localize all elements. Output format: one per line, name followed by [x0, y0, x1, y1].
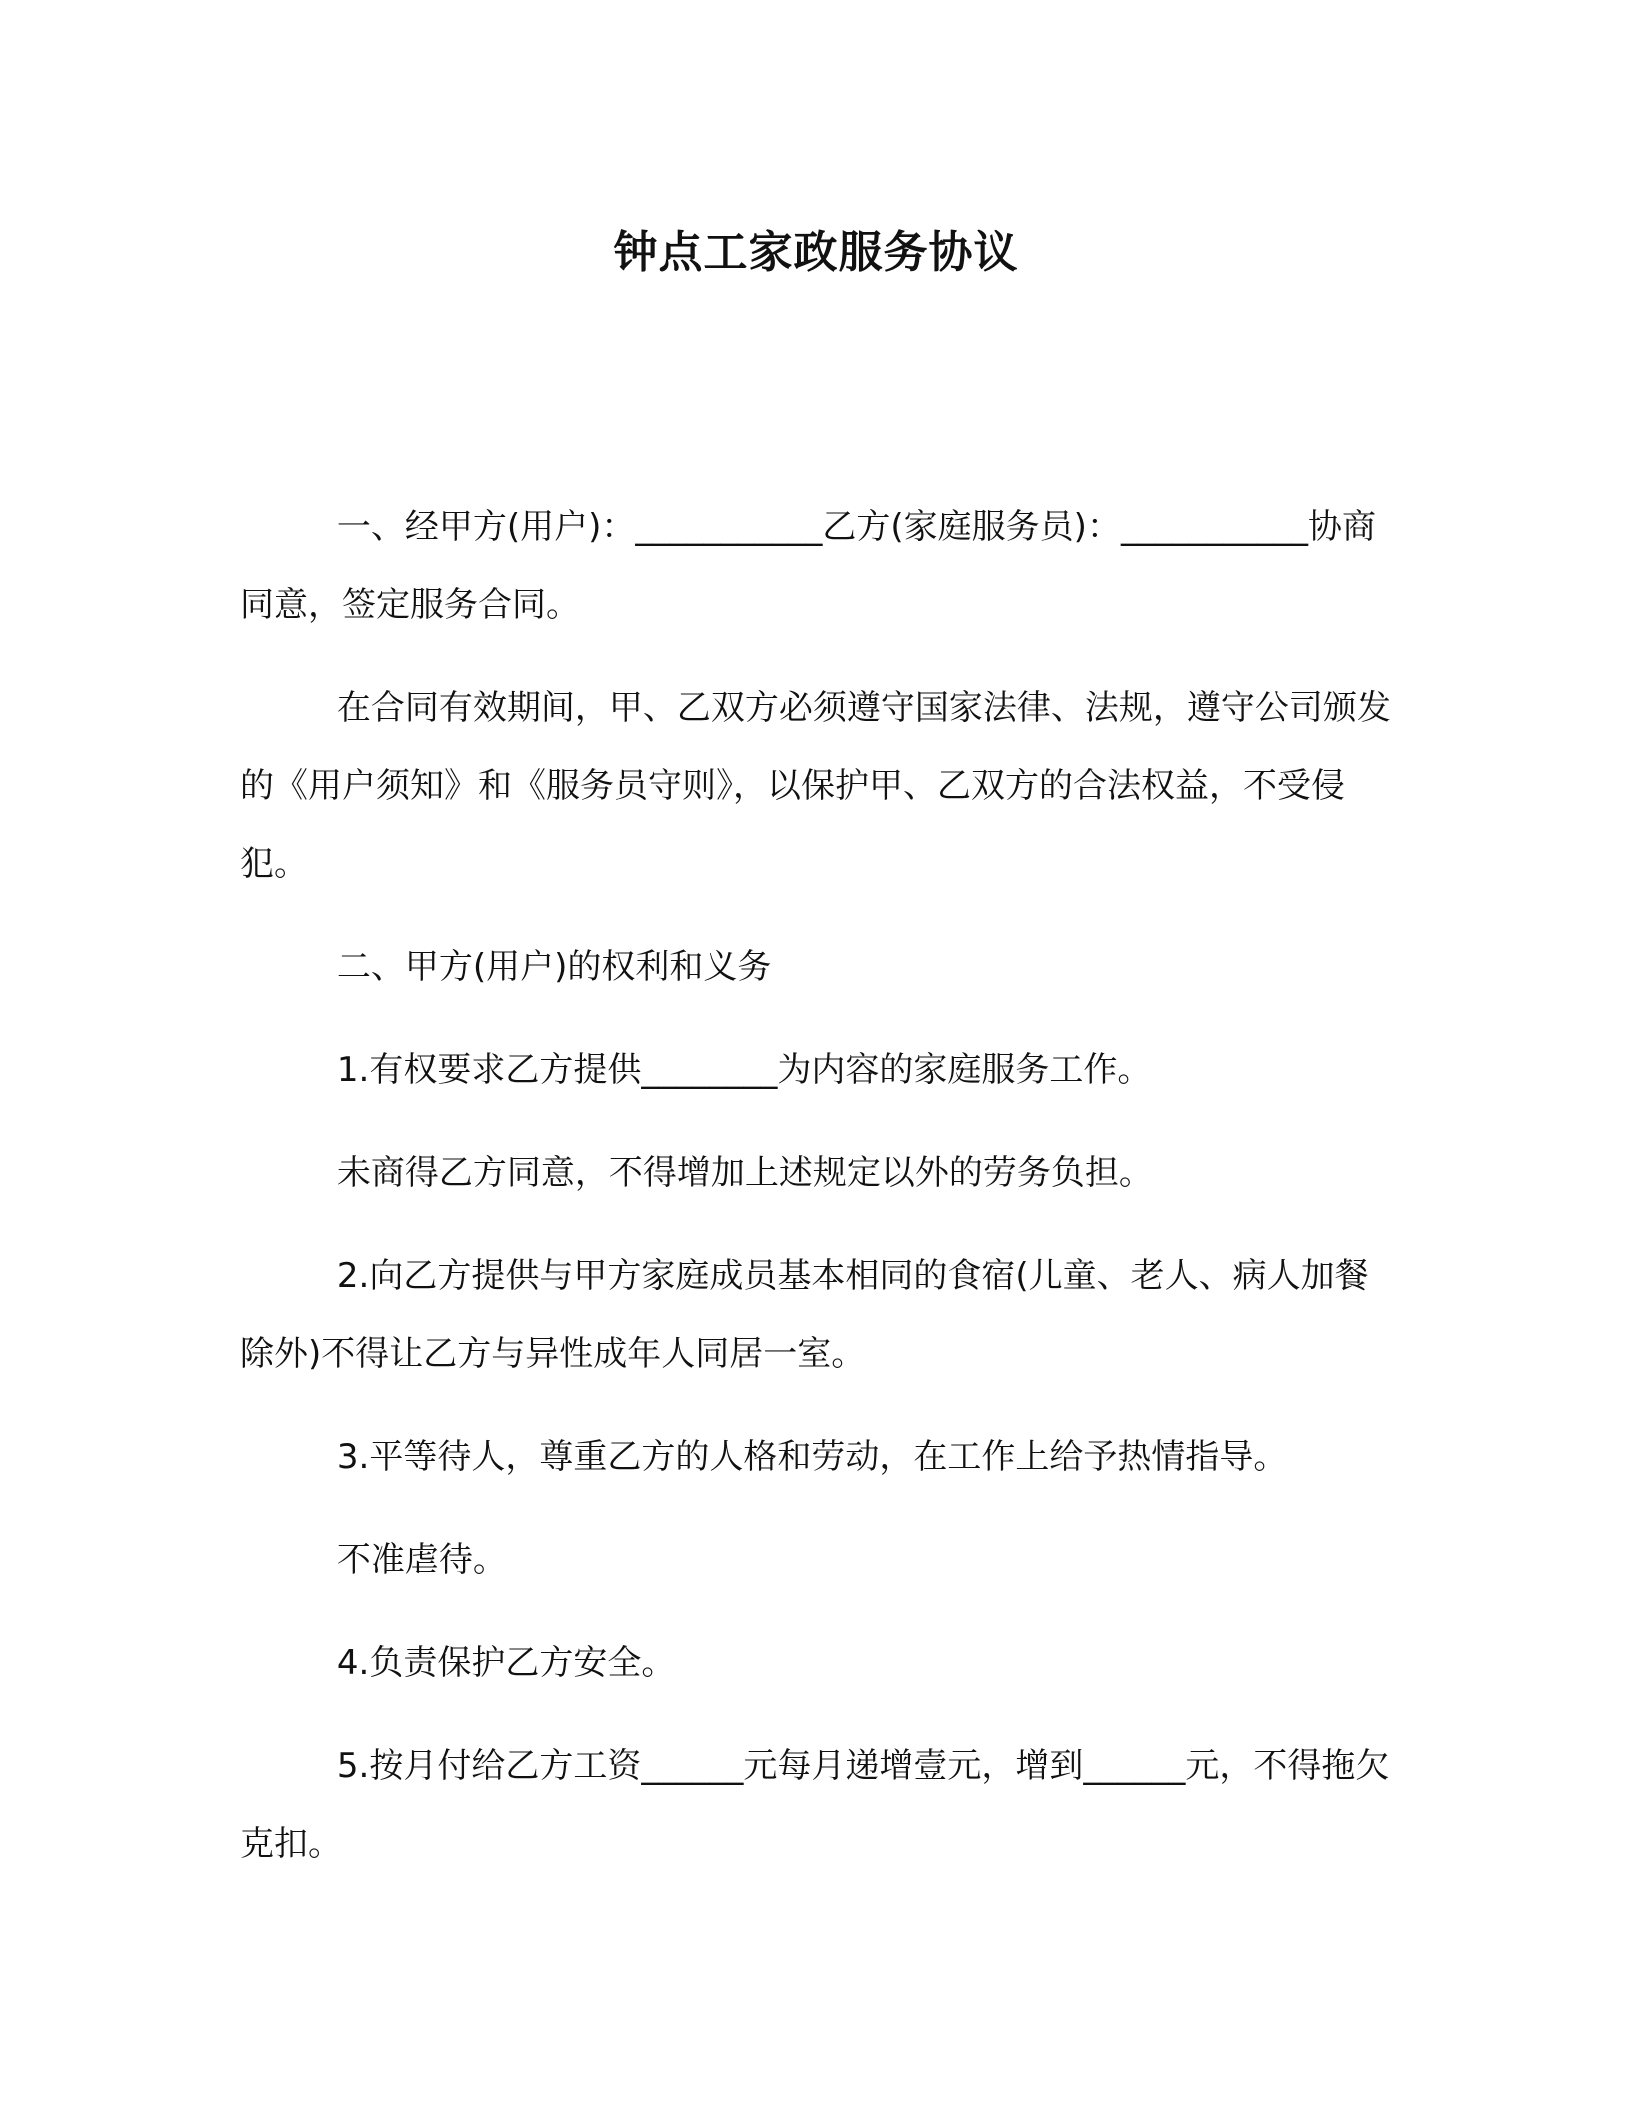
document-title: 钟点工家政服务协议 [613, 227, 1019, 278]
clause-4: 4.负责保护乙方安全。 [336, 1643, 676, 1683]
paragraph-parties: 一、经甲方(用户)：___________乙方(家庭服务员)：___________协商同意，签定服务合同。 [240, 507, 1376, 625]
clause-2: 2.向乙方提供与甲方家庭成员基本相同的食宿(儿童、老人、病人加餐除外)不得让乙方与异性成年人同居一室。 [240, 1256, 1369, 1374]
clause-5: 5.按月付给乙方工资______元每月递增壹元，增到______元，不得拖欠克扣。 [240, 1746, 1390, 1864]
clause-1-continued: 未商得乙方同意，不得增加上述规定以外的劳务负担。 [336, 1153, 1153, 1193]
clause-3: 3.平等待人，尊重乙方的人格和劳动，在工作上给予热情指导。 [336, 1437, 1288, 1477]
paragraph-legal-compliance: 在合同有效期间，甲、乙双方必须遵守国家法律、法规，遵守公司颁发的《用户须知》和《服务员守则》，以保护甲、乙双方的合法权益，不受侵犯。 [240, 688, 1391, 884]
document-body [240, 488, 1392, 1908]
clause-3-continued: 不准虐待。 [336, 1540, 507, 1580]
clause-1: 1.有权要求乙方提供________为内容的家庭服务工作。 [336, 1050, 1152, 1090]
section-heading-party-a: 二、甲方(用户)的权利和义务 [336, 947, 772, 987]
